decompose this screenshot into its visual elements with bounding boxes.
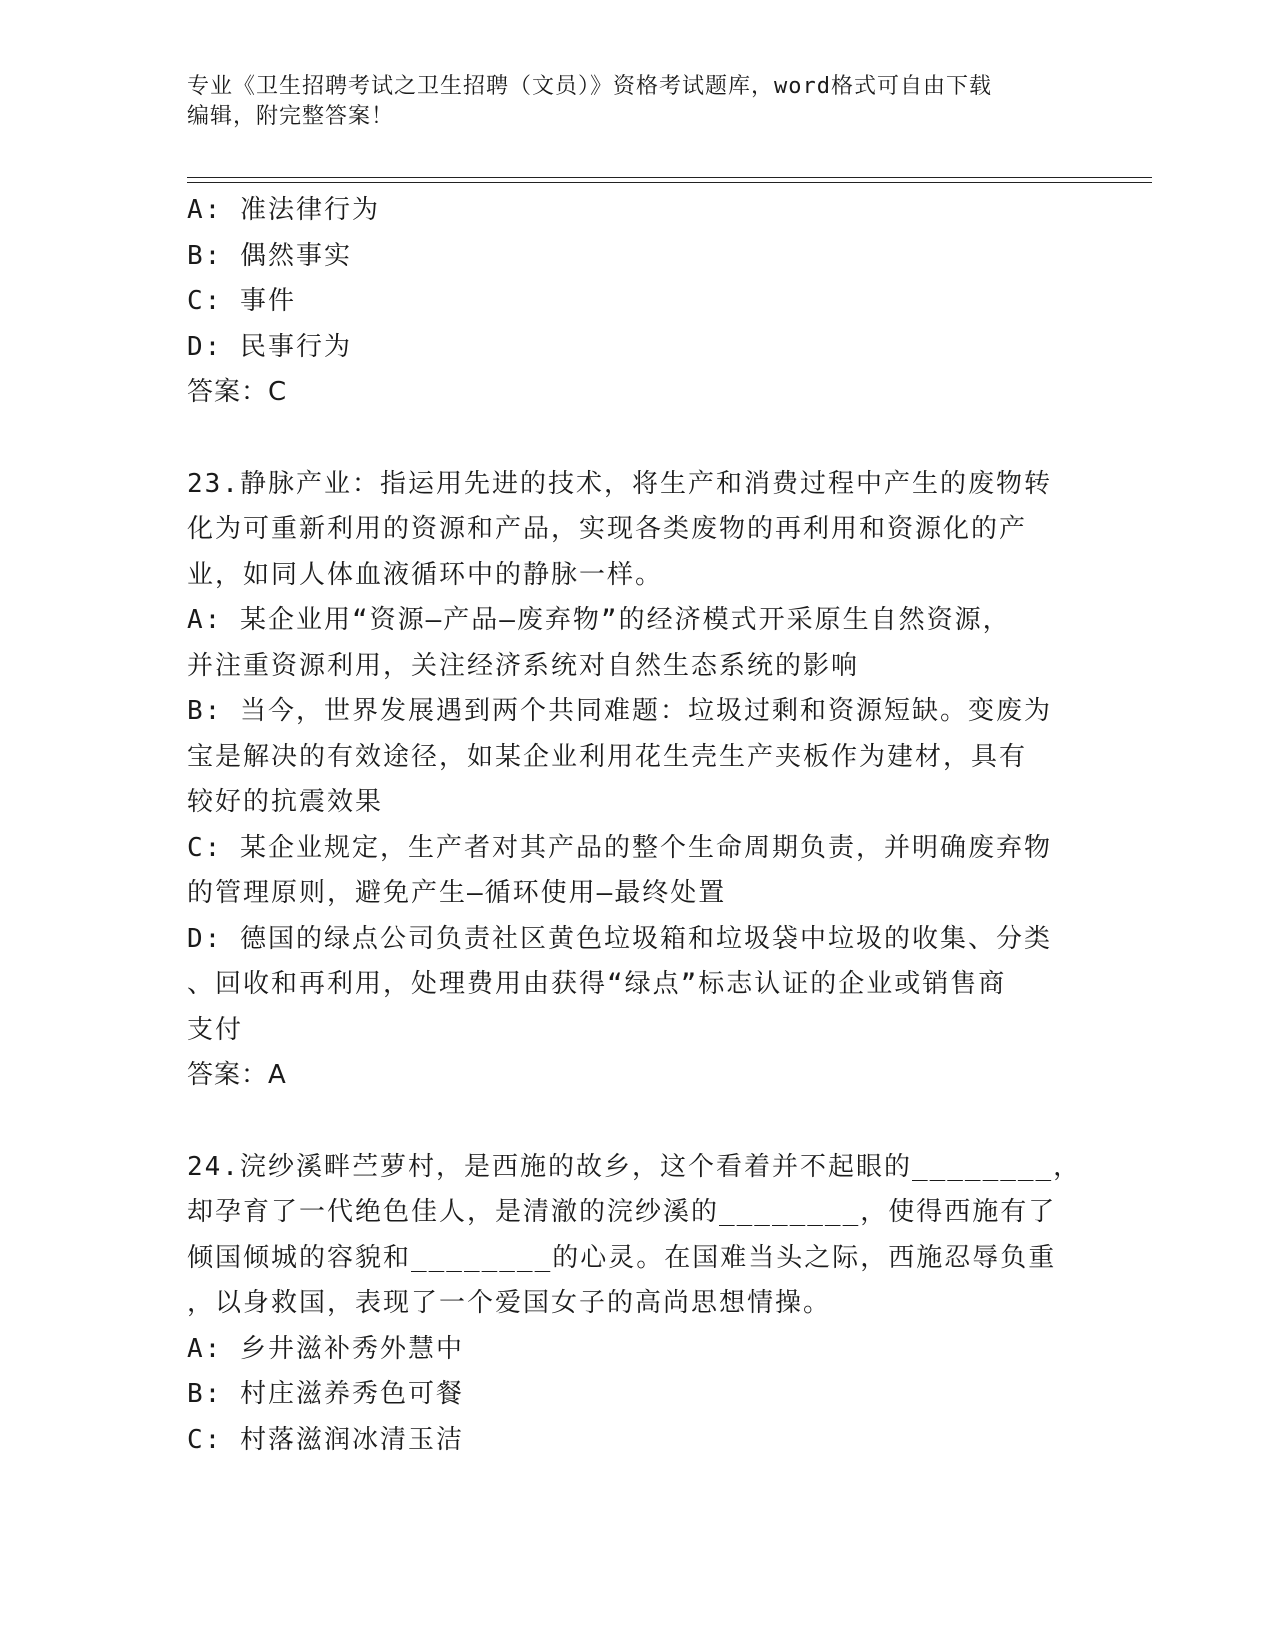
question-stem-line: 倾国倾城的容貌和________的心灵。在国难当头之际，西施忍辱负重 (187, 1242, 1057, 1273)
question-stem-line: ，以身救国，表现了一个爱国女子的高尚思想情操。 (187, 1288, 832, 1318)
option-line: 较好的抗震效果 (187, 787, 384, 817)
option-line: 的管理原则，避免产生—循环使用—最终处置 (187, 878, 727, 908)
option-line: A: 某企业用“资源—产品—废弃物”的经济模式开采原生自然资源， (187, 605, 1011, 635)
option-line: B: 当今，世界发展遇到两个共同难题：垃圾过剩和资源短缺。变废为 (187, 696, 1052, 726)
option-line: C: 某企业规定，生产者对其产品的整个生命周期负责，并明确废弃物 (187, 832, 1052, 863)
option-a: A: 乡井滋补秀外慧中 (187, 1333, 464, 1364)
question-stem-line: 化为可重新利用的资源和产品，实现各类废物的再利用和资源化的产 (187, 514, 1028, 544)
question-22-answer: 答案：C (187, 377, 288, 407)
option-line: 宝是解决的有效途径，如某企业利用花生壳生产夹板作为建材，具有 (187, 741, 1028, 772)
question-stem-line: 业，如同人体血液循环中的静脉一样。 (187, 559, 664, 590)
document-header (187, 72, 1087, 132)
option-a: A: 准法律行为 (187, 195, 380, 225)
header-rule-top (187, 177, 1152, 178)
header-line-2: 编辑，附完整答案！ (187, 104, 395, 129)
spacer (187, 1099, 1087, 1145)
question-content (187, 188, 1087, 1463)
option-c: C: 村落滋润冰清玉洁 (187, 1424, 464, 1455)
question-22-options (187, 188, 1087, 370)
question-stem-line: 23.静脉产业：指运用先进的技术，将生产和消费过程中产生的废物转 (187, 468, 1052, 499)
option-line: 支付 (187, 1014, 244, 1045)
question-23-answer: 答案：A (187, 1060, 287, 1090)
option-line: D: 德国的绿点公司负责社区黄色垃圾箱和垃圾袋中垃圾的收集、分类 (187, 923, 1052, 954)
option-line: 、回收和再利用，处理费用由获得“绿点”标志认证的企业或销售商 (187, 969, 1007, 999)
spacer (187, 416, 1087, 462)
question-stem-line: 却孕育了一代绝色佳人，是清澈的浣纱溪的________，使得西施有了 (187, 1197, 1057, 1227)
option-b: B: 村庄滋养秀色可餐 (187, 1379, 464, 1409)
header-rule-bottom (187, 182, 1152, 183)
question-23 (187, 462, 1087, 1054)
option-c: C: 事件 (187, 286, 296, 316)
question-24 (187, 1145, 1087, 1464)
option-line: 并注重资源利用，关注经济系统对自然生态系统的影响 (187, 650, 860, 681)
question-stem-line: 24.浣纱溪畔苎萝村，是西施的故乡，这个看着并不起眼的________， (187, 1151, 1082, 1182)
option-b: B: 偶然事实 (187, 240, 352, 271)
header-line-1: 专业《卫生招聘考试之卫生招聘（文员）》资格考试题库，word格式可自由下载 (187, 74, 992, 99)
option-d: D: 民事行为 (187, 331, 352, 362)
